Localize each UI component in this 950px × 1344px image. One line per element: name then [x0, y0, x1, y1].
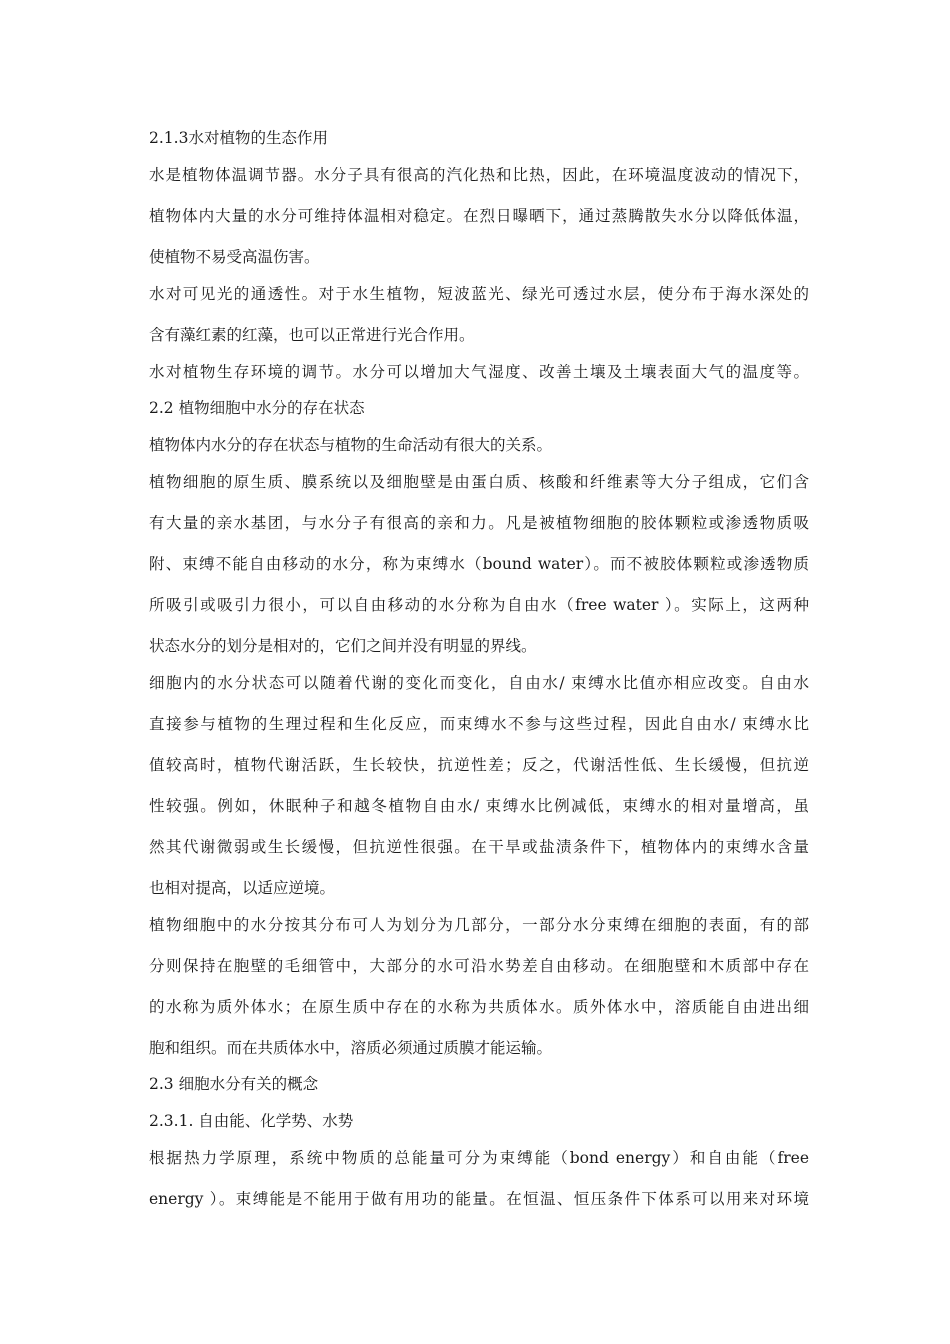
paragraph-line: 使植物不易受高温伤害。	[149, 248, 320, 266]
paragraph-line: 有大量的亲水基团，与水分子有很高的亲和力。凡是被植物细胞的胶体颗粒或渗透物质吸	[149, 514, 809, 532]
paragraph-line: 然其代谢微弱或生长缓慢，但抗逆性很强。在干旱或盐渍条件下，植物体内的束缚水含量	[149, 838, 809, 856]
heading-2-3: 2.3 细胞水分有关的概念	[149, 1075, 319, 1093]
paragraph-line: 也相对提高，以适应逆境。	[149, 879, 336, 897]
paragraph-line: 胞和组织。而在共质体水中，溶质必须通过质膜才能运输。	[149, 1039, 553, 1057]
paragraph-line: 根据热力学原理，系统中物质的总能量可分为束缚能（bond energy）和自由能（free	[149, 1149, 809, 1167]
paragraph-line: 直接参与植物的生理过程和生化反应，而束缚水不参与这些过程，因此自由水/ 束缚水比	[149, 715, 809, 733]
paragraph-line: 分则保持在胞壁的毛细管中，大部分的水可沿水势差自由移动。在细胞壁和木质部中存在	[149, 957, 809, 975]
paragraph-line: 附、束缚不能自由移动的水分，称为束缚水（bound water）。而不被胶体颗粒或渗透物质	[149, 555, 809, 573]
paragraph-line: 含有藻红素的红藻，也可以正常进行光合作用。	[149, 326, 475, 344]
paragraph-line: 植物细胞中的水分按其分布可人为划分为几部分，一部分水分束缚在细胞的表面，有的部	[149, 916, 809, 934]
paragraph-line: 植物体内大量的水分可维持体温相对稳定。在烈日曝晒下，通过蒸腾散失水分以降低体温，	[149, 207, 809, 225]
paragraph-line: 的水称为质外体水；在原生质中存在的水称为共质体水。质外体水中，溶质能自由进出细	[149, 998, 809, 1016]
paragraph-line: 状态水分的划分是相对的，它们之间并没有明显的界线。	[149, 637, 537, 655]
paragraph-line: 水对植物生存环境的调节。水分可以增加大气湿度、改善土壤及土壤表面大气的温度等。	[149, 363, 809, 381]
paragraph-line: 植物体内水分的存在状态与植物的生命活动有很大的关系。	[149, 436, 553, 454]
paragraph-line: 性较强。例如，休眠种子和越冬植物自由水/ 束缚水比例减低，束缚水的相对量增高，虽	[149, 797, 809, 815]
heading-2-1-3: 2.1.3水对植物的生态作用	[149, 129, 328, 147]
paragraph-line: 值较高时，植物代谢活跃，生长较快，抗逆性差；反之，代谢活性低、生长缓慢，但抗逆	[149, 756, 809, 774]
paragraph-line: 植物细胞的原生质、膜系统以及细胞壁是由蛋白质、核酸和纤维素等大分子组成，它们含	[149, 473, 809, 491]
heading-2-3-1: 2.3.1. 自由能、化学势、水势	[149, 1112, 354, 1130]
paragraph-line: 所吸引或吸引力很小，可以自由移动的水分称为自由水（free water ）。实际上，这两种	[149, 596, 809, 614]
paragraph-line: 水对可见光的通透性。对于水生植物，短波蓝光、绿光可透过水层，使分布于海水深处的	[149, 285, 809, 303]
heading-2-2: 2.2 植物细胞中水分的存在状态	[149, 399, 365, 417]
paragraph-line: 细胞内的水分状态可以随着代谢的变化而变化，自由水/ 束缚水比值亦相应改变。自由水	[149, 674, 809, 692]
paragraph-line: 水是植物体温调节器。水分子具有很高的汽化热和比热，因此，在环境温度波动的情况下，	[149, 166, 809, 184]
paragraph-line: energy ）。束缚能是不能用于做有用功的能量。在恒温、恒压条件下体系可以用来对环境	[149, 1190, 809, 1208]
